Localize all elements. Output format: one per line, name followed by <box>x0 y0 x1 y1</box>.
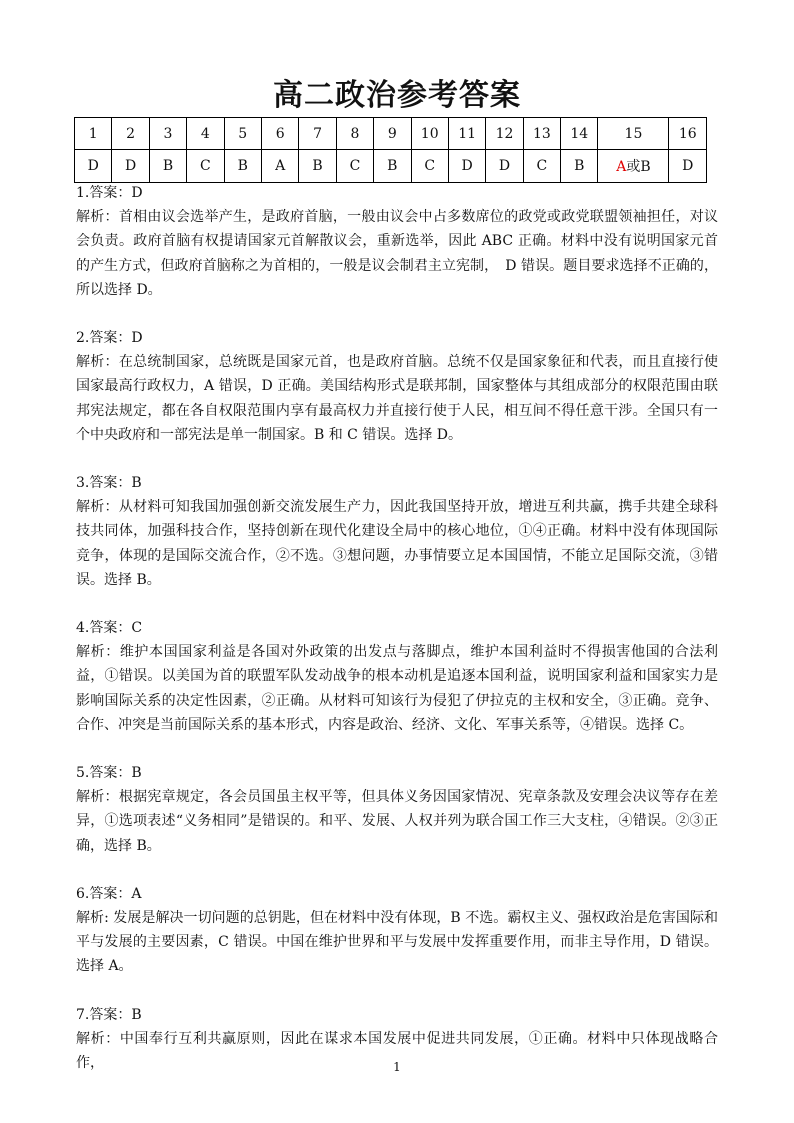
q-number: 14 <box>561 118 598 150</box>
list-item <box>76 616 718 737</box>
q-answer: C <box>523 150 560 183</box>
q-answer: D <box>669 150 707 183</box>
answer-explanation: 解析：在总统制国家，总统既是国家元首，也是政府首脑。总统不仅是国家象征和代表，而且直接行使国家最高行政权力，A 错误，D 正确。美国结构形式是联邦制，国家整体与其组成部分的权限范围由联邦宪法规定，都在各自权限范围内享有最高权力并直接行使于人民，相互间不得任意干涉。全国只有一个中央政府和一部宪法是单一制国家。B 和 C 错误。选择 D。 <box>76 354 718 443</box>
q-number: 4 <box>187 118 224 150</box>
q-answer: C <box>187 150 224 183</box>
answer-table <box>74 117 707 183</box>
page-number: 1 <box>393 1060 401 1074</box>
list-item <box>76 882 718 979</box>
q-answer: B <box>374 150 411 183</box>
explanations <box>76 181 718 1099</box>
answer-heading: 7.答案：B <box>76 1006 142 1023</box>
list-item <box>76 326 718 447</box>
q-number: 7 <box>299 118 336 150</box>
q-answer: D <box>448 150 485 183</box>
answer-heading: 5.答案：B <box>76 765 142 782</box>
list-item <box>76 471 718 592</box>
answer-explanation: 解析：维护本国国家利益是各国对外政策的出发点与落脚点，维护本国利益时不得损害他国的合法利益，①错误。以美国为首的联盟军队发动战争的根本动机是追逐本国利益，说明国家利益和国家实力是影响国际关系的决定性因素，②正确。从材料可知该行为侵犯了伊拉克的主权和安全，③正确。竞争、合作、冲突是当前国际关系的基本形式，内容是政治、经济、文化、军事关系等，④错误。选择 C。 <box>76 644 718 733</box>
q15-answer-rest: 或B <box>626 159 651 175</box>
answer-explanation: 解析：根据宪章规定，各会员国虽主权平等，但具体义务因国家情况、宪章条款及安理会决议等存在差异，①选项表述“义务相同”是错误的。和平、发展、人权并列为联合国工作三大支柱，④错误。②③正确，选择 B。 <box>76 789 718 854</box>
q-answer: C <box>336 150 373 183</box>
q-number: 8 <box>336 118 373 150</box>
q-answer: B <box>224 150 261 183</box>
q-number: 5 <box>224 118 261 150</box>
table-row-answers <box>75 150 707 183</box>
answer-heading: 3.答案：B <box>76 475 142 492</box>
q15-answer-red: A <box>616 159 627 175</box>
q-number: 12 <box>486 118 523 150</box>
q-number: 15 <box>598 118 669 150</box>
q-number: 11 <box>448 118 485 150</box>
q-answer: B <box>561 150 598 183</box>
list-item <box>76 761 718 858</box>
answer-heading: 1.答案：D <box>76 185 143 201</box>
q-answer: B <box>299 150 336 183</box>
answer-explanation: 解析：中国奉行互利共赢原则，因此在谋求本国发展中促进共同发展，①正确。材料中只体现战略合作， <box>76 1030 718 1072</box>
answer-heading: 2.答案：D <box>76 330 143 347</box>
answer-heading: 6.答案：A <box>76 885 142 902</box>
q-answer: D <box>486 150 523 183</box>
table-row-numbers <box>75 118 707 150</box>
page-title: 高二政治参考答案 <box>273 78 521 113</box>
q-number: 3 <box>149 118 186 150</box>
q-answer: D <box>112 150 149 183</box>
q-answer: A <box>261 150 298 183</box>
q-number: 6 <box>261 118 298 150</box>
answer-explanation: 解析：从材料可知我国加强创新交流发展生产力，因此我国坚持开放，增进互利共赢，携手共建全球科技共同体，加强科技合作，坚持创新在现代化建设全局中的核心地位，①④正确。材料中没有体现国际竞争，体现的是国际交流合作，②不选。③想问题，办事情要立足本国国情，不能立足国际交流，③错误。选择 B。 <box>76 499 718 588</box>
answer-heading: 4.答案：C <box>76 620 143 637</box>
q-number: 1 <box>75 118 112 150</box>
q-answer: D <box>75 150 112 183</box>
q-number: 13 <box>523 118 560 150</box>
q-number: 10 <box>411 118 448 150</box>
q-answer: C <box>411 150 448 183</box>
list-item <box>76 181 718 302</box>
answer-explanation: 解析：首相由议会选举产生，是政府首脑，一般由议会中占多数席位的政党或政党联盟领袖担任，对议会负责。政府首脑有权提请国家元首解散议会，重新选举，因此 ABC 正确。材料中没有说明国家元首的产生方式，但政府首脑称之为首相的，一般是议会制君主立宪制， D 错误。题目要求选择不正确的，所以选择 D。 <box>76 209 718 298</box>
q-answer-15 <box>598 150 669 183</box>
q-number: 16 <box>669 118 707 150</box>
q-number: 9 <box>374 118 411 150</box>
q-number: 2 <box>112 118 149 150</box>
q-answer: B <box>149 150 186 183</box>
answer-explanation: 解析: 发展是解决一切问题的总钥匙，但在材料中没有体现，B 不选。霸权主义、强权政治是危害国际和平与发展的主要因素，C 错误。中国在维护世界和平与发展中发挥重要作用，而非主导作用，D 错误。选择 A。 <box>76 910 718 975</box>
